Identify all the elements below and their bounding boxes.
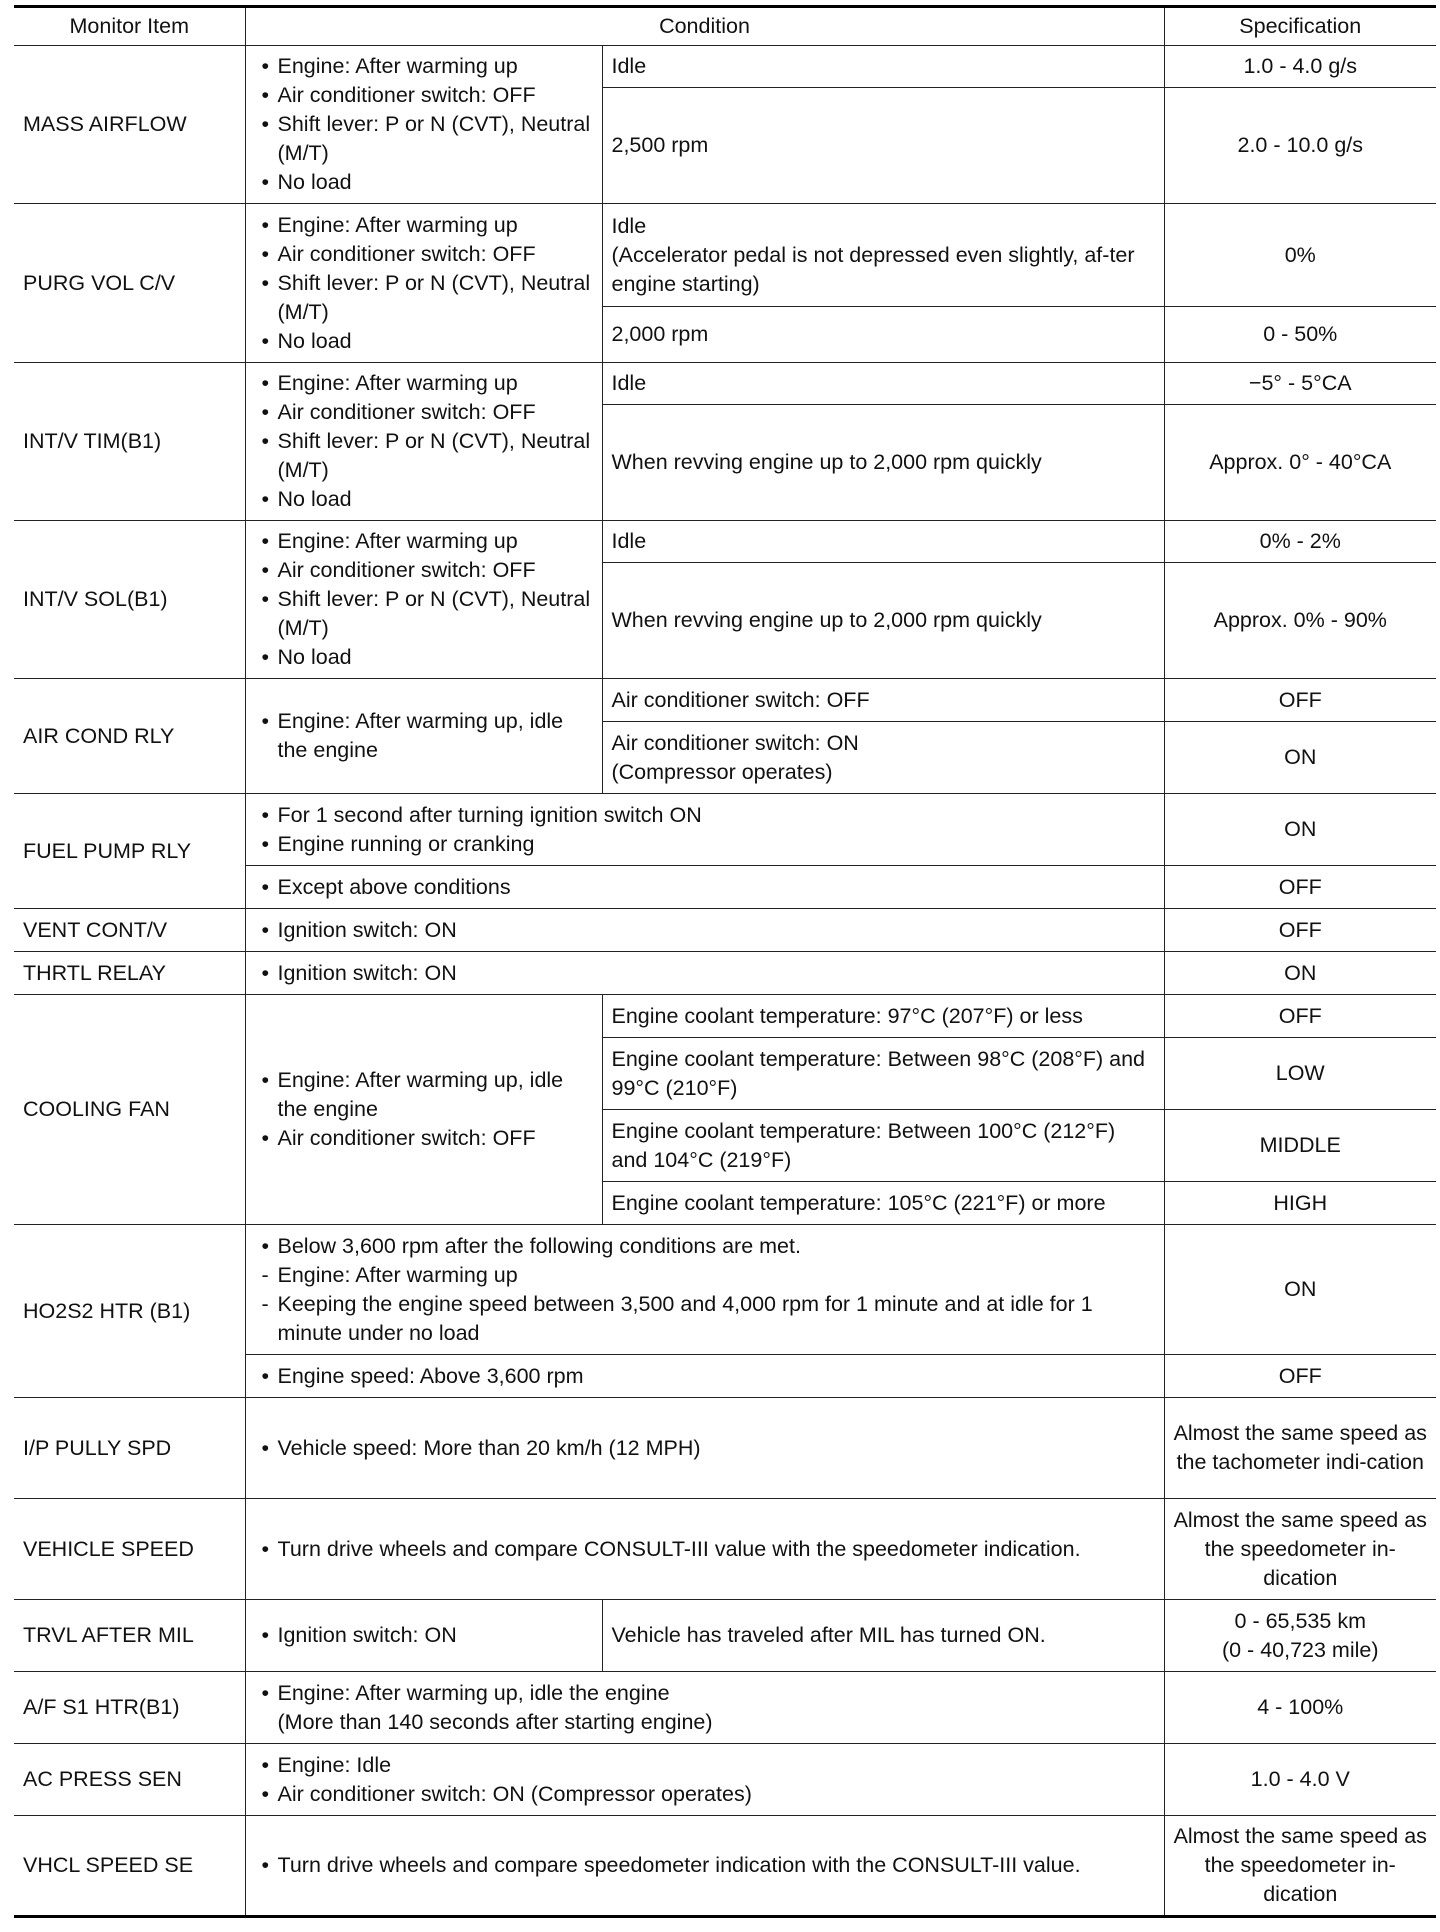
condition-cell — [245, 1816, 1164, 1917]
specification-value: OFF — [1164, 995, 1436, 1038]
monitor-item: INT/V SOL(B1) — [14, 521, 245, 679]
sub-condition-line: Air conditioner switch: ON — [611, 730, 859, 755]
specification-value: Almost the same speed as the tachometer indi-cation — [1164, 1398, 1436, 1499]
condition-bullet: • Turn drive wheels and compare CONSULT-III value with the speedometer indication. — [255, 1535, 1155, 1564]
specification-value: LOW — [1164, 1038, 1436, 1110]
condition-bullet: • Shift lever: P or N (CVT), Neutral (M/T) — [255, 269, 593, 327]
sub-condition: Engine coolant temperature: Between 98°C (208°F) and 99°C (210°F) — [602, 1038, 1164, 1110]
condition-cell — [245, 46, 602, 204]
specification-value: ON — [1164, 952, 1436, 995]
specification-value: Approx. 0% - 90% — [1164, 563, 1436, 679]
condition-cell — [245, 1225, 1164, 1355]
condition-bullet: • For 1 second after turning ignition switch ON — [255, 801, 1155, 830]
table-row — [14, 46, 1436, 88]
monitor-item: VHCL SPEED SE — [14, 1816, 245, 1917]
header-monitor-item: Monitor Item — [14, 7, 245, 46]
specification-value: Almost the same speed as the speedometer in-dication — [1164, 1499, 1436, 1600]
sub-condition — [602, 722, 1164, 794]
sub-condition: Air conditioner switch: OFF — [602, 679, 1164, 722]
condition-cell — [245, 952, 1164, 995]
table-row — [14, 521, 1436, 563]
condition-bullet: • Except above conditions — [255, 873, 1155, 902]
monitor-item: FUEL PUMP RLY — [14, 794, 245, 909]
condition-bullet: • Shift lever: P or N (CVT), Neutral (M/T) — [255, 427, 593, 485]
condition-cell — [245, 1744, 1164, 1816]
condition-dash: - Engine: After warming up — [255, 1261, 1155, 1290]
specification-value: −5° - 5°CA — [1164, 363, 1436, 405]
condition-cell — [245, 1398, 1164, 1499]
condition-bullet: • Engine: After warming up — [255, 527, 593, 556]
condition-bullet: • Air conditioner switch: OFF — [255, 81, 593, 110]
monitor-spec-table — [14, 5, 1436, 1918]
condition-bullet: • Air conditioner switch: OFF — [255, 1124, 593, 1153]
condition-bullet — [255, 1679, 1155, 1737]
condition-bullet: • No load — [255, 168, 593, 197]
specification-value: 0% — [1164, 204, 1436, 307]
specification-value: Approx. 0° - 40°CA — [1164, 405, 1436, 521]
condition-cell — [245, 909, 1164, 952]
condition-cell — [245, 794, 1164, 866]
condition-bullet: • Shift lever: P or N (CVT), Neutral (M/T) — [255, 110, 593, 168]
condition-cell — [245, 363, 602, 521]
sub-condition: Vehicle has traveled after MIL has turned ON. — [602, 1600, 1164, 1672]
monitor-item: AC PRESS SEN — [14, 1744, 245, 1816]
condition-bullet: • Ignition switch: ON — [255, 959, 1155, 988]
sub-condition: Engine coolant temperature: 105°C (221°F) or more — [602, 1182, 1164, 1225]
condition-cell — [245, 1499, 1164, 1600]
condition-bullet: • Air conditioner switch: OFF — [255, 556, 593, 585]
sub-condition: Idle — [602, 521, 1164, 563]
sub-condition — [602, 204, 1164, 307]
condition-cell — [245, 521, 602, 679]
condition-bullet: • Turn drive wheels and compare speedometer indication with the CONSULT-III value. — [255, 1851, 1155, 1880]
specification-value: 4 - 100% — [1164, 1672, 1436, 1744]
monitor-item: TRVL AFTER MIL — [14, 1600, 245, 1672]
condition-bullet: • No load — [255, 327, 593, 356]
sub-condition-line: Idle — [611, 213, 647, 238]
condition-cell — [245, 679, 602, 794]
specification-value: MIDDLE — [1164, 1110, 1436, 1182]
table-row — [14, 995, 1436, 1038]
sub-condition: Engine coolant temperature: 97°C (207°F) or less — [602, 995, 1164, 1038]
table-row — [14, 679, 1436, 722]
monitor-item: HO2S2 HTR (B1) — [14, 1225, 245, 1398]
table-row — [14, 1744, 1436, 1816]
condition-cell — [245, 995, 602, 1225]
specification-value: OFF — [1164, 866, 1436, 909]
condition-cell — [245, 1672, 1164, 1744]
specification-value: ON — [1164, 1225, 1436, 1355]
specification-value: ON — [1164, 794, 1436, 866]
condition-dash: - Keeping the engine speed between 3,500 and 4,000 rpm for 1 minute and at idle for 1 minute under no load — [255, 1290, 1155, 1348]
sub-condition: Engine coolant temperature: Between 100°C (212°F) and 104°C (219°F) — [602, 1110, 1164, 1182]
condition-line: (More than 140 seconds after starting engine) — [277, 1709, 713, 1734]
sub-condition: Idle — [602, 363, 1164, 405]
monitor-item: AIR COND RLY — [14, 679, 245, 794]
specification-line: (0 - 40,723 mile) — [1221, 1637, 1379, 1662]
header-row — [14, 7, 1436, 46]
table-row — [14, 1600, 1436, 1672]
monitor-item: INT/V TIM(B1) — [14, 363, 245, 521]
specification-value: 1.0 - 4.0 g/s — [1164, 46, 1436, 88]
table-row — [14, 1816, 1436, 1917]
condition-bullet: • Air conditioner switch: OFF — [255, 240, 593, 269]
table-row — [14, 1499, 1436, 1600]
condition-bullet: • No load — [255, 485, 593, 514]
table-row — [14, 1398, 1436, 1499]
condition-bullet: • Ignition switch: ON — [255, 1621, 593, 1650]
condition-cell — [245, 1355, 1164, 1398]
monitor-item: I/P PULLY SPD — [14, 1398, 245, 1499]
sub-condition: 2,000 rpm — [602, 307, 1164, 363]
condition-bullet: • Air conditioner switch: ON (Compressor operates) — [255, 1780, 1155, 1809]
condition-bullet: • Air conditioner switch: OFF — [255, 398, 593, 427]
specification-value — [1164, 1600, 1436, 1672]
monitor-item: VENT CONT/V — [14, 909, 245, 952]
condition-bullet: • Engine: After warming up, idle the engine — [255, 707, 593, 765]
monitor-item: A/F S1 HTR(B1) — [14, 1672, 245, 1744]
specification-value: 0% - 2% — [1164, 521, 1436, 563]
specification-value: OFF — [1164, 1355, 1436, 1398]
condition-bullet: • Below 3,600 rpm after the following conditions are met. — [255, 1232, 1155, 1261]
condition-cell — [245, 204, 602, 363]
table-row — [14, 794, 1436, 866]
condition-bullet: • Engine: After warming up — [255, 52, 593, 81]
table-row — [14, 363, 1436, 405]
specification-value: 2.0 - 10.0 g/s — [1164, 88, 1436, 204]
condition-bullet: • Engine: After warming up, idle the engine — [255, 1066, 593, 1124]
spec-table-wrapper — [14, 5, 1436, 1918]
sub-condition-line: (Compressor operates) — [611, 759, 833, 784]
specification-value: Almost the same speed as the speedometer in-dication — [1164, 1816, 1436, 1917]
monitor-item: MASS AIRFLOW — [14, 46, 245, 204]
condition-bullet: • Engine running or cranking — [255, 830, 1155, 859]
table-row — [14, 1672, 1436, 1744]
specification-line: 0 - 65,535 km — [1234, 1608, 1366, 1633]
specification-value: 0 - 50% — [1164, 307, 1436, 363]
condition-bullet: • Engine speed: Above 3,600 rpm — [255, 1362, 1155, 1391]
condition-bullet: • Engine: Idle — [255, 1751, 1155, 1780]
sub-condition: When revving engine up to 2,000 rpm quickly — [602, 563, 1164, 679]
condition-bullet: • Engine: After warming up — [255, 369, 593, 398]
condition-bullet: • Vehicle speed: More than 20 km/h (12 MPH) — [255, 1434, 1155, 1463]
monitor-item: VEHICLE SPEED — [14, 1499, 245, 1600]
monitor-item: PURG VOL C/V — [14, 204, 245, 363]
sub-condition: When revving engine up to 2,000 rpm quickly — [602, 405, 1164, 521]
sub-condition: 2,500 rpm — [602, 88, 1164, 204]
table-row — [14, 204, 1436, 307]
monitor-item: COOLING FAN — [14, 995, 245, 1225]
condition-bullet: • Ignition switch: ON — [255, 916, 1155, 945]
monitor-item: THRTL RELAY — [14, 952, 245, 995]
condition-bullet: • No load — [255, 643, 593, 672]
table-row — [14, 952, 1436, 995]
specification-value: ON — [1164, 722, 1436, 794]
condition-cell — [245, 866, 1164, 909]
specification-value: OFF — [1164, 679, 1436, 722]
table-row — [14, 909, 1436, 952]
sub-condition-line: (Accelerator pedal is not depressed even slightly, af-ter engine starting) — [611, 242, 1135, 296]
header-specification: Specification — [1164, 7, 1436, 46]
sub-condition: Idle — [602, 46, 1164, 88]
header-condition: Condition — [245, 7, 1164, 46]
condition-line: • Engine: After warming up, idle the engine — [277, 1680, 670, 1705]
condition-bullet: • Engine: After warming up — [255, 211, 593, 240]
specification-value: 1.0 - 4.0 V — [1164, 1744, 1436, 1816]
specification-value: OFF — [1164, 909, 1436, 952]
table-row — [14, 1225, 1436, 1355]
condition-cell — [245, 1600, 602, 1672]
specification-value: HIGH — [1164, 1182, 1436, 1225]
condition-bullet: • Shift lever: P or N (CVT), Neutral (M/T) — [255, 585, 593, 643]
